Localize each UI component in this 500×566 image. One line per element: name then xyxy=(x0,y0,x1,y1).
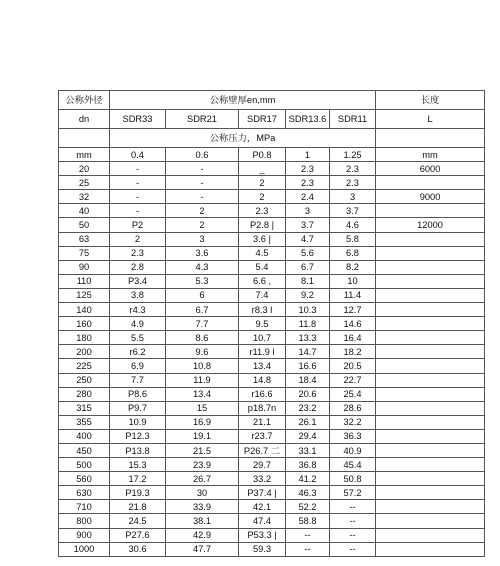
cell-sdr11: 10 xyxy=(330,274,376,288)
cell-sdr21: 10.8 xyxy=(166,359,239,373)
header-wall-thickness: 公称壁厚en,mm xyxy=(110,91,376,110)
cell-sdr11: 22.7 xyxy=(330,373,376,387)
header-row-1 xyxy=(59,91,485,110)
cell-length: 9000 xyxy=(376,190,485,204)
cell-sdr11: 2.3 xyxy=(330,162,376,176)
cell-sdr33: P3.4 xyxy=(110,274,166,288)
cell-dn: 160 xyxy=(59,317,110,331)
cell-sdr21: - xyxy=(166,176,239,190)
cell-sdr33: 6.9 xyxy=(110,359,166,373)
cell-sdr11: 3.7 xyxy=(330,204,376,218)
cell-sdr33: 10.9 xyxy=(110,415,166,429)
pipe-spec-table xyxy=(58,90,485,557)
cell-sdr21: 8.6 xyxy=(166,331,239,345)
header-sdr21: SDR21 xyxy=(166,110,239,129)
cell-dn: 355 xyxy=(59,415,110,429)
pressure-sdr11: 1.25 xyxy=(330,148,376,162)
cell-sdr17: 33.2 xyxy=(239,472,286,486)
cell-dn: 800 xyxy=(59,514,110,528)
cell-sdr13-6: 2.3 xyxy=(286,162,330,176)
table-row xyxy=(59,514,485,528)
pressure-sdr17: P0.8 xyxy=(239,148,286,162)
table-row xyxy=(59,204,485,218)
cell-sdr13-6: 14.7 xyxy=(286,345,330,359)
cell-sdr21: 15 xyxy=(166,401,239,415)
cell-dn: 110 xyxy=(59,274,110,288)
cell-sdr21: 2 xyxy=(166,218,239,232)
table-row xyxy=(59,429,485,443)
cell-length xyxy=(376,232,485,246)
cell-sdr13-6: 52.2 xyxy=(286,500,330,514)
cell-sdr13-6: 3 xyxy=(286,204,330,218)
cell-dn: 630 xyxy=(59,486,110,500)
cell-length xyxy=(376,260,485,274)
cell-sdr21: 38.1 xyxy=(166,514,239,528)
cell-sdr17: 47.4 xyxy=(239,514,286,528)
table-row xyxy=(59,274,485,288)
cell-sdr33: r6.2 xyxy=(110,345,166,359)
cell-sdr33: - xyxy=(110,204,166,218)
cell-sdr17: r8.3 l xyxy=(239,303,286,317)
cell-sdr33: r4.3 xyxy=(110,303,166,317)
cell-sdr13-6: 26.1 xyxy=(286,415,330,429)
cell-sdr17: 2 xyxy=(239,176,286,190)
cell-sdr11: 6.8 xyxy=(330,246,376,260)
cell-length: 12000 xyxy=(376,218,485,232)
cell-sdr33: 21.8 xyxy=(110,500,166,514)
table-row xyxy=(59,246,485,260)
cell-sdr13-6: 29.4 xyxy=(286,429,330,443)
cell-sdr21: 19.1 xyxy=(166,429,239,443)
cell-dn: 225 xyxy=(59,359,110,373)
table-row xyxy=(59,288,485,302)
table-row xyxy=(59,317,485,331)
cell-sdr13-6: 41.2 xyxy=(286,472,330,486)
cell-sdr33: P9.7 xyxy=(110,401,166,415)
cell-sdr33: 15.3 xyxy=(110,458,166,472)
cell-dn: 315 xyxy=(59,401,110,415)
cell-sdr21: 26.7 xyxy=(166,472,239,486)
cell-dn: 180 xyxy=(59,331,110,345)
cell-sdr21: 11.9 xyxy=(166,373,239,387)
cell-length xyxy=(376,514,485,528)
header-row-2 xyxy=(59,110,485,129)
cell-sdr17: 3.6 | xyxy=(239,232,286,246)
cell-sdr13-6: 46.3 xyxy=(286,486,330,500)
cell-sdr11: -- xyxy=(330,542,376,556)
unit-mm-right: mm xyxy=(376,148,485,162)
cell-sdr17: 2.3 xyxy=(239,204,286,218)
cell-length xyxy=(376,472,485,486)
table-row xyxy=(59,359,485,373)
cell-sdr33: 2.8 xyxy=(110,260,166,274)
header-empty-left xyxy=(59,129,110,148)
pressure-sdr21: 0.6 xyxy=(166,148,239,162)
cell-dn: 32 xyxy=(59,190,110,204)
cell-sdr13-6: 20.6 xyxy=(286,387,330,401)
cell-sdr17: 10.7 xyxy=(239,331,286,345)
header-row-3 xyxy=(59,129,485,148)
cell-sdr11: 28.6 xyxy=(330,401,376,415)
cell-sdr17: 21.1 xyxy=(239,415,286,429)
cell-dn: 200 xyxy=(59,345,110,359)
cell-sdr21: 3.6 xyxy=(166,246,239,260)
cell-sdr13-6: 2.3 xyxy=(286,176,330,190)
cell-sdr33: 24.5 xyxy=(110,514,166,528)
cell-sdr11: 25.4 xyxy=(330,387,376,401)
cell-sdr33: 30.6 xyxy=(110,542,166,556)
cell-dn: 140 xyxy=(59,303,110,317)
cell-sdr13-6: 18.4 xyxy=(286,373,330,387)
header-outer-diameter: 公称外径 xyxy=(59,91,110,110)
cell-sdr13-6: 58.8 xyxy=(286,514,330,528)
cell-sdr17: p18.7n xyxy=(239,401,286,415)
cell-length xyxy=(376,176,485,190)
header-empty-right xyxy=(376,129,485,148)
cell-sdr21: 42.9 xyxy=(166,528,239,542)
cell-sdr13-6: 16.6 xyxy=(286,359,330,373)
cell-sdr17: P2.8 | xyxy=(239,218,286,232)
cell-sdr13-6: 23.2 xyxy=(286,401,330,415)
cell-dn: 25 xyxy=(59,176,110,190)
cell-sdr33: P2 xyxy=(110,218,166,232)
cell-sdr21: 6.7 xyxy=(166,303,239,317)
cell-sdr21: - xyxy=(166,190,239,204)
cell-sdr21: 9.6 xyxy=(166,345,239,359)
cell-sdr33: 3.8 xyxy=(110,288,166,302)
cell-sdr11: 16.4 xyxy=(330,331,376,345)
cell-sdr17: _ xyxy=(239,162,286,176)
cell-sdr21: 4.3 xyxy=(166,260,239,274)
table-row xyxy=(59,345,485,359)
cell-length xyxy=(376,500,485,514)
cell-sdr33: 2 xyxy=(110,232,166,246)
cell-sdr21: 23.9 xyxy=(166,458,239,472)
cell-sdr13-6: -- xyxy=(286,528,330,542)
table-row xyxy=(59,260,485,274)
cell-dn: 900 xyxy=(59,528,110,542)
header-dn: dn xyxy=(59,110,110,129)
header-sdr33: SDR33 xyxy=(110,110,166,129)
header-sdr11: SDR11 xyxy=(330,110,376,129)
cell-sdr17: 29.7 xyxy=(239,458,286,472)
cell-dn: 125 xyxy=(59,288,110,302)
cell-sdr21: 5.3 xyxy=(166,274,239,288)
unit-mm-left: mm xyxy=(59,148,110,162)
cell-dn: 90 xyxy=(59,260,110,274)
table-row xyxy=(59,472,485,486)
cell-sdr33: P13.8 xyxy=(110,443,166,457)
cell-sdr11: 11.4 xyxy=(330,288,376,302)
cell-dn: 400 xyxy=(59,429,110,443)
cell-sdr33: 17.2 xyxy=(110,472,166,486)
cell-sdr33: 2.3 xyxy=(110,246,166,260)
cell-sdr11: 3 xyxy=(330,190,376,204)
cell-length xyxy=(376,274,485,288)
cell-sdr11: 4.6 xyxy=(330,218,376,232)
cell-sdr11: 40.9 xyxy=(330,443,376,457)
cell-sdr33: P27.6 xyxy=(110,528,166,542)
cell-sdr33: P8.6 xyxy=(110,387,166,401)
table-row xyxy=(59,373,485,387)
cell-dn: 20 xyxy=(59,162,110,176)
cell-length xyxy=(376,528,485,542)
table-row xyxy=(59,331,485,345)
cell-sdr21: 16.9 xyxy=(166,415,239,429)
cell-dn: 280 xyxy=(59,387,110,401)
cell-sdr17: P53.3 | xyxy=(239,528,286,542)
cell-dn: 250 xyxy=(59,373,110,387)
cell-sdr17: 5.4 xyxy=(239,260,286,274)
table-row xyxy=(59,528,485,542)
pipe-spec-table-wrapper xyxy=(58,90,484,557)
cell-sdr33: P19.3 xyxy=(110,486,166,500)
cell-length xyxy=(376,415,485,429)
cell-dn: 500 xyxy=(59,458,110,472)
cell-sdr13-6: 2.4 xyxy=(286,190,330,204)
cell-length xyxy=(376,204,485,218)
cell-sdr11: 45.4 xyxy=(330,458,376,472)
cell-sdr21: 6 xyxy=(166,288,239,302)
cell-sdr17: 6.6 , xyxy=(239,274,286,288)
cell-sdr21: 7.7 xyxy=(166,317,239,331)
table-row xyxy=(59,486,485,500)
cell-length xyxy=(376,331,485,345)
cell-length xyxy=(376,359,485,373)
table-row xyxy=(59,443,485,457)
cell-sdr33: 7.7 xyxy=(110,373,166,387)
cell-sdr11: 50.8 xyxy=(330,472,376,486)
cell-sdr13-6: 4.7 xyxy=(286,232,330,246)
table-row xyxy=(59,218,485,232)
cell-sdr17: P37.4 | xyxy=(239,486,286,500)
cell-dn: 450 xyxy=(59,443,110,457)
cell-sdr33: P12.3 xyxy=(110,429,166,443)
cell-length xyxy=(376,288,485,302)
cell-sdr17: 2 xyxy=(239,190,286,204)
cell-dn: 40 xyxy=(59,204,110,218)
cell-sdr21: 2 xyxy=(166,204,239,218)
cell-sdr33: - xyxy=(110,162,166,176)
cell-dn: 75 xyxy=(59,246,110,260)
cell-sdr17: P26.7 二 xyxy=(239,443,286,457)
table-row xyxy=(59,232,485,246)
cell-sdr33: 5.5 xyxy=(110,331,166,345)
cell-sdr13-6: 10.3 xyxy=(286,303,330,317)
header-sdr13-6: SDR13.6 xyxy=(286,110,330,129)
cell-sdr17: 7.4 xyxy=(239,288,286,302)
cell-length xyxy=(376,458,485,472)
cell-length xyxy=(376,443,485,457)
table-row xyxy=(59,176,485,190)
cell-sdr11: 8.2 xyxy=(330,260,376,274)
cell-sdr11: 5.8 xyxy=(330,232,376,246)
cell-sdr11: -- xyxy=(330,528,376,542)
cell-sdr21: 33.9 xyxy=(166,500,239,514)
cell-length xyxy=(376,246,485,260)
pressure-sdr13-6: 1 xyxy=(286,148,330,162)
cell-sdr21: 21.5 xyxy=(166,443,239,457)
cell-sdr21: - xyxy=(166,162,239,176)
cell-sdr21: 47.7 xyxy=(166,542,239,556)
header-l: L xyxy=(376,110,485,129)
cell-sdr11: 18.2 xyxy=(330,345,376,359)
cell-sdr17: r16.6 xyxy=(239,387,286,401)
cell-sdr13-6: 33.1 xyxy=(286,443,330,457)
cell-sdr13-6: 13.3 xyxy=(286,331,330,345)
cell-sdr13-6: -- xyxy=(286,542,330,556)
cell-dn: 50 xyxy=(59,218,110,232)
cell-length xyxy=(376,542,485,556)
cell-sdr17: 14.8 xyxy=(239,373,286,387)
cell-sdr33: - xyxy=(110,190,166,204)
cell-dn: 710 xyxy=(59,500,110,514)
cell-length xyxy=(376,303,485,317)
cell-dn: 1000 xyxy=(59,542,110,556)
header-pressure: 公称压力，MPa xyxy=(110,129,376,148)
cell-sdr17: r11.9 l xyxy=(239,345,286,359)
cell-sdr11: 14.6 xyxy=(330,317,376,331)
cell-length xyxy=(376,401,485,415)
cell-length xyxy=(376,373,485,387)
table-row xyxy=(59,542,485,556)
cell-sdr13-6: 9.2 xyxy=(286,288,330,302)
table-row xyxy=(59,162,485,176)
header-length: 长度 xyxy=(376,91,485,110)
cell-sdr11: 20.5 xyxy=(330,359,376,373)
cell-sdr11: -- xyxy=(330,514,376,528)
table-row xyxy=(59,401,485,415)
cell-sdr17: 13.4 xyxy=(239,359,286,373)
table-row xyxy=(59,303,485,317)
cell-sdr21: 13.4 xyxy=(166,387,239,401)
units-row xyxy=(59,148,485,162)
cell-sdr21: 3 xyxy=(166,232,239,246)
cell-sdr17: 42.1 xyxy=(239,500,286,514)
cell-sdr17: 4.5 xyxy=(239,246,286,260)
cell-sdr21: 30 xyxy=(166,486,239,500)
cell-sdr11: 2.3 xyxy=(330,176,376,190)
table-row xyxy=(59,415,485,429)
header-sdr17: SDR17 xyxy=(239,110,286,129)
cell-sdr13-6: 6.7 xyxy=(286,260,330,274)
cell-sdr13-6: 3.7 xyxy=(286,218,330,232)
cell-sdr11: -- xyxy=(330,500,376,514)
cell-length xyxy=(376,387,485,401)
table-row xyxy=(59,190,485,204)
cell-sdr11: 12.7 xyxy=(330,303,376,317)
cell-sdr17: 9.5 xyxy=(239,317,286,331)
cell-sdr17: r23.7 xyxy=(239,429,286,443)
cell-sdr11: 36.3 xyxy=(330,429,376,443)
cell-length: 6000 xyxy=(376,162,485,176)
cell-sdr13-6: 8.1 xyxy=(286,274,330,288)
cell-sdr13-6: 11.8 xyxy=(286,317,330,331)
table-row xyxy=(59,387,485,401)
cell-dn: 63 xyxy=(59,232,110,246)
cell-sdr11: 57.2 xyxy=(330,486,376,500)
cell-dn: 560 xyxy=(59,472,110,486)
pressure-sdr33: 0.4 xyxy=(110,148,166,162)
cell-sdr13-6: 36.8 xyxy=(286,458,330,472)
cell-length xyxy=(376,486,485,500)
cell-sdr17: 59.3 xyxy=(239,542,286,556)
cell-length xyxy=(376,317,485,331)
cell-length xyxy=(376,345,485,359)
table-row xyxy=(59,500,485,514)
cell-sdr13-6: 5.6 xyxy=(286,246,330,260)
cell-sdr33: 4.9 xyxy=(110,317,166,331)
table-row xyxy=(59,458,485,472)
cell-length xyxy=(376,429,485,443)
cell-sdr11: 32.2 xyxy=(330,415,376,429)
table-body xyxy=(59,91,485,557)
cell-sdr33: - xyxy=(110,176,166,190)
